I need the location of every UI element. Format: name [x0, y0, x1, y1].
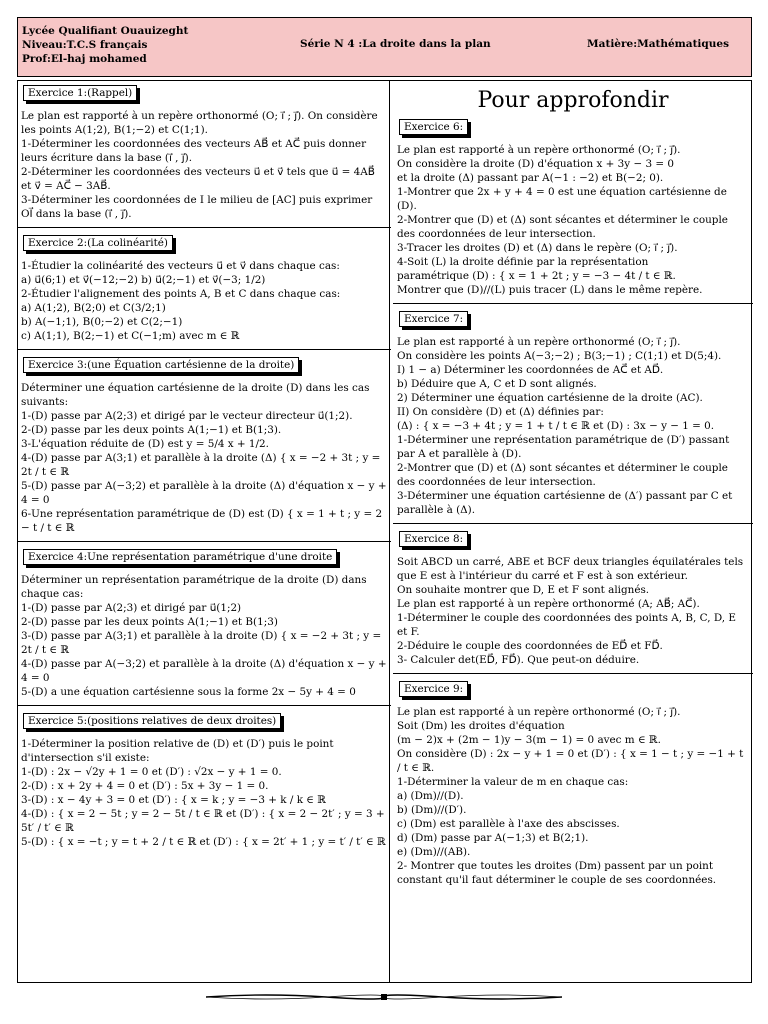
- exercise-line: 1-(D) passe par A(2;3) et dirigé par le vecteur directeur u⃗(1;2).: [21, 410, 353, 422]
- exercise-line: 2-(D) passe par les deux points A(1;−1) et B(1;3): [21, 616, 278, 628]
- right-column: [397, 82, 749, 887]
- exercise-line: On considère la droite (D) d'équation x + 3y − 3 = 0: [397, 158, 674, 170]
- exercise-line: 4-Soit (L) la droite définie par la représentation: [397, 256, 649, 268]
- divider: [17, 349, 391, 350]
- exercise-line: 1-Déterminer une représentation paramétrique de (D′) passant par A et parallèle à (D).: [397, 434, 730, 460]
- exercise-line: 3-(D) passe par A(3;1) et parallèle à la droite (D) { x = −2 + 3t ; y = 2t / t ∈ ℝ: [21, 630, 382, 656]
- exercise-line: a) u⃗(6;1) et v⃗(−12;−2) b) u⃗(2;−1) et v⃗(−3; 1/2): [21, 274, 266, 286]
- left-column: [21, 82, 387, 849]
- exercise-line: 4-(D) passe par A(3;1) et parallèle à la droite (Δ) { x = −2 + 3t ; y = 2t / t ∈ ℝ: [21, 452, 381, 478]
- exercise-line: 6-Une représentation paramétrique de (D) est (D) { x = 1 + t ; y = 2 − t / t ∈ ℝ: [21, 508, 383, 534]
- exercise-title: Exercice 8:: [399, 531, 468, 547]
- exercise-line: b) Déduire que A, C et D sont alignés.: [397, 378, 597, 390]
- exercise-line: II) On considère (D) et (Δ) définies par:: [397, 406, 604, 418]
- exercise-line: 1-Montrer que 2x + y + 4 = 0 est une équation cartésienne de (D).: [397, 186, 727, 212]
- exercise-line: a) A(1;2), B(2;0) et C(3/2;1): [21, 302, 166, 314]
- exercise-line: 2-Montrer que (D) et (Δ) sont sécantes et déterminer le couple des coordonnées de leur intersection.: [397, 214, 728, 240]
- exercise-line: 2-Étudier l'alignement des points A, B et C dans chaque cas:: [21, 288, 341, 300]
- exercise-title: Exercice 9:: [399, 681, 468, 697]
- exercise-line: paramétrique (D) : { x = 1 + 2t ; y = −3 − 4t / t ∈ ℝ.: [397, 270, 676, 282]
- exercise-line: 3- Calculer det(ED⃗, FD⃗). Que peut-on déduire.: [397, 654, 640, 666]
- exercise-7: [397, 308, 749, 517]
- exercise-6: [397, 116, 749, 297]
- exercise-line: 5-(D) : { x = −t ; y = t + 2 / t ∈ ℝ et (D′) : { x = 2t′ + 1 ; y = t′ / t′ ∈ ℝ: [21, 836, 386, 848]
- exercise-line: 5-(D) a une équation cartésienne sous la forme 2x − 5y + 4 = 0: [21, 686, 356, 698]
- exercise-title: Exercice 2:(La colinéarité): [23, 235, 173, 251]
- exercise-line: Le plan est rapporté à un repère orthonormé (A; AB⃗; AC⃗).: [397, 598, 700, 610]
- exercise-line: 3-Tracer les droites (D) et (Δ) dans le repère (O; i⃗ ; j⃗).: [397, 242, 678, 254]
- exercise-line: 2-Déduire le couple des coordonnées de ED⃗ et FD⃗.: [397, 640, 663, 652]
- header-left: [22, 24, 188, 66]
- exercise-line: 2) Déterminer une équation cartésienne de la droite (AC).: [397, 392, 703, 404]
- exercise-title: Exercice 6:: [399, 119, 468, 135]
- exercise-line: On considère (D) : 2x − y + 1 = 0 et (D′) : { x = 1 − t ; y = −1 + t / t ∈ ℝ.: [397, 748, 744, 774]
- exercise-line: Soit (Dm) les droites d'équation: [397, 720, 565, 732]
- exercise-line: 4-(D) : { x = 2 − 5t ; y = 2 − 5t / t ∈ ℝ et (D′) : { x = 2 − 2t′ ; y = 3 + 5t′ / t′ ∈ ℝ: [21, 808, 385, 834]
- page-header: [17, 17, 752, 77]
- exercise-line: e) (Dm)//(AB).: [397, 846, 471, 858]
- exercise-line: Montrer que (D)//(L) puis tracer (L) dans le même repère.: [397, 284, 703, 296]
- exercise-line: et la droite (Δ) passant par A(−1 : −2) et B(−2; 0).: [397, 172, 664, 184]
- exercise-line: 2- Montrer que toutes les droites (Dm) passent par un point constant qu'il faut déterminer le couple de ses coordonnées.: [397, 860, 717, 886]
- exercise-title: Exercice 1:(Rappel): [23, 85, 137, 101]
- exercise-line: Déterminer une équation cartésienne de la droite (D) dans les cas suivants:: [21, 382, 370, 408]
- exercise-5: [21, 710, 387, 849]
- exercise-line: Le plan est rapporté à un repère orthonormé (O; i⃗ ; j⃗). On considère les points A(1;2), B(1;−2) et C(1;1).: [21, 110, 378, 136]
- exercise-line: 1-Déterminer la position relative de (D) et (D′) puis le point d'intersection s'il existe:: [21, 738, 334, 764]
- school-name: Lycée Qualifiant Ouauizeght: [22, 25, 189, 37]
- exercise-line: d) (Dm) passe par A(−1;3) et B(2;1).: [397, 832, 589, 844]
- divider: [17, 541, 391, 542]
- exercise-line: I) 1 − a) Déterminer les coordonnées de AC⃗ et AD⃗.: [397, 364, 664, 376]
- section-heading: Pour approfondir: [477, 88, 669, 113]
- exercise-title: Exercice 4:Une représentation paramétrique d'une droite: [23, 549, 337, 565]
- exercise-line: 3-(D) : x − 4y + 3 = 0 et (D′) : { x = k ; y = −3 + k / k ∈ ℝ: [21, 794, 326, 806]
- exercise-title: Exercice 7:: [399, 311, 468, 327]
- series-title: Série N 4 :La droite dans la plan: [300, 38, 491, 50]
- divider: [17, 705, 391, 706]
- divider: [393, 523, 753, 524]
- exercise-line: c) (Dm) est parallèle à l'axe des abscisses.: [397, 818, 620, 830]
- exercise-line: 3-L'équation réduite de (D) est y = 5/4 x + 1/2.: [21, 438, 269, 450]
- exercise-line: On souhaite montrer que D, E et F sont alignés.: [397, 584, 650, 596]
- subject: Matière:Mathématiques: [587, 38, 729, 50]
- exercise-line: Soit ABCD un carré, ABE et BCF deux triangles équilatérales tels que E est à l'intérieur du carré et F est à son extérieur.: [397, 556, 744, 582]
- exercise-line: 3-Déterminer une équation cartésienne de (Δ′) passant par C et parallèle à (Δ).: [397, 490, 733, 516]
- exercise-line: 1-Étudier la colinéarité des vecteurs u⃗ et v⃗ dans chaque cas:: [21, 260, 340, 272]
- exercise-line: 4-(D) passe par A(−3;2) et parallèle à la droite (Δ) d'équation x − y + 4 = 0: [21, 658, 387, 684]
- divider: [393, 303, 753, 304]
- exercise-line: a) (Dm)//(D).: [397, 790, 464, 802]
- exercise-2: [21, 232, 387, 343]
- exercise-8: [397, 528, 749, 667]
- exercise-line: b) A(−1;1), B(0;−2) et C(2;−1): [21, 316, 183, 328]
- exercise-line: Déterminer un représentation paramétrique de la droite (D) dans chaque cas:: [21, 574, 367, 600]
- exercise-4: [21, 546, 387, 699]
- exercise-line: Le plan est rapporté à un repère orthonormé (O; i⃗ ; j⃗).: [397, 336, 681, 348]
- exercise-line: 2-Montrer que (D) et (Δ) sont sécantes et déterminer le couple des coordonnées de leur intersection.: [397, 462, 728, 488]
- divider: [393, 673, 753, 674]
- exercise-line: 1-Déterminer les coordonnées des vecteurs AB⃗ et AC⃗ puis donner leurs écriture dans la base (i⃗ , j⃗).: [21, 138, 367, 164]
- exercise-line: 2-(D) passe par les deux points A(1;−1) et B(1;3).: [21, 424, 282, 436]
- exercise-line: Le plan est rapporté à un repère orthonormé (O; i⃗ ; j⃗).: [397, 706, 681, 718]
- exercise-1: [21, 82, 387, 221]
- exercise-line: On considère les points A(−3;−2) ; B(3;−1) ; C(1;1) et D(5;4).: [397, 350, 722, 362]
- exercise-line: Le plan est rapporté à un repère orthonormé (O; i⃗ ; j⃗).: [397, 144, 681, 156]
- column-divider: [389, 80, 390, 983]
- exercise-line: 3-Déterminer les coordonnées de I le milieu de [AC] puis exprimer OI⃗ dans la base (i⃗ , j⃗).: [21, 194, 373, 220]
- level: Niveau:T.C.S français: [22, 39, 148, 51]
- teacher: Prof:El-haj mohamed: [22, 53, 147, 65]
- exercise-line: c) A(1;1), B(2;−1) et C(−1;m) avec m ∈ ℝ: [21, 330, 240, 342]
- exercise-line: (Δ) : { x = −3 + 4t ; y = 1 + t / t ∈ ℝ et (D) : 3x − y − 1 = 0.: [397, 420, 715, 432]
- exercise-line: 1-Déterminer le couple des coordonnées des points A, B, C, D, E et F.: [397, 612, 736, 638]
- exercise-line: 1-(D) : 2x − √2y + 1 = 0 et (D′) : √2x − y + 1 = 0.: [21, 766, 282, 778]
- exercise-line: (m − 2)x + (2m − 1)y − 3(m − 1) = 0 avec m ∈ ℝ.: [397, 734, 661, 746]
- exercise-line: 1-(D) passe par A(2;3) et dirigé par u⃗(1;2): [21, 602, 242, 614]
- footer-ornament: [206, 992, 562, 1002]
- exercise-9: [397, 678, 749, 887]
- exercise-line: 5-(D) passe par A(−3;2) et parallèle à la droite (Δ) d'équation x − y + 4 = 0: [21, 480, 387, 506]
- exercise-title: Exercice 5:(positions relatives de deux droites): [23, 713, 281, 729]
- exercise-3: [21, 354, 387, 535]
- exercise-line: 2-Déterminer les coordonnées des vecteurs u⃗ et v⃗ tels que u⃗ = 4AB⃗ et v⃗ = AC⃗ − 3AB⃗.: [21, 166, 375, 192]
- divider: [17, 227, 391, 228]
- exercise-title: Exercice 3:(une Équation cartésienne de la droite): [23, 357, 299, 373]
- exercise-line: b) (Dm)//(D′).: [397, 804, 467, 816]
- exercise-line: 1-Déterminer la valeur de m en chaque cas:: [397, 776, 629, 788]
- exercise-line: 2-(D) : x + 2y + 4 = 0 et (D′) : 5x + 3y − 1 = 0.: [21, 780, 269, 792]
